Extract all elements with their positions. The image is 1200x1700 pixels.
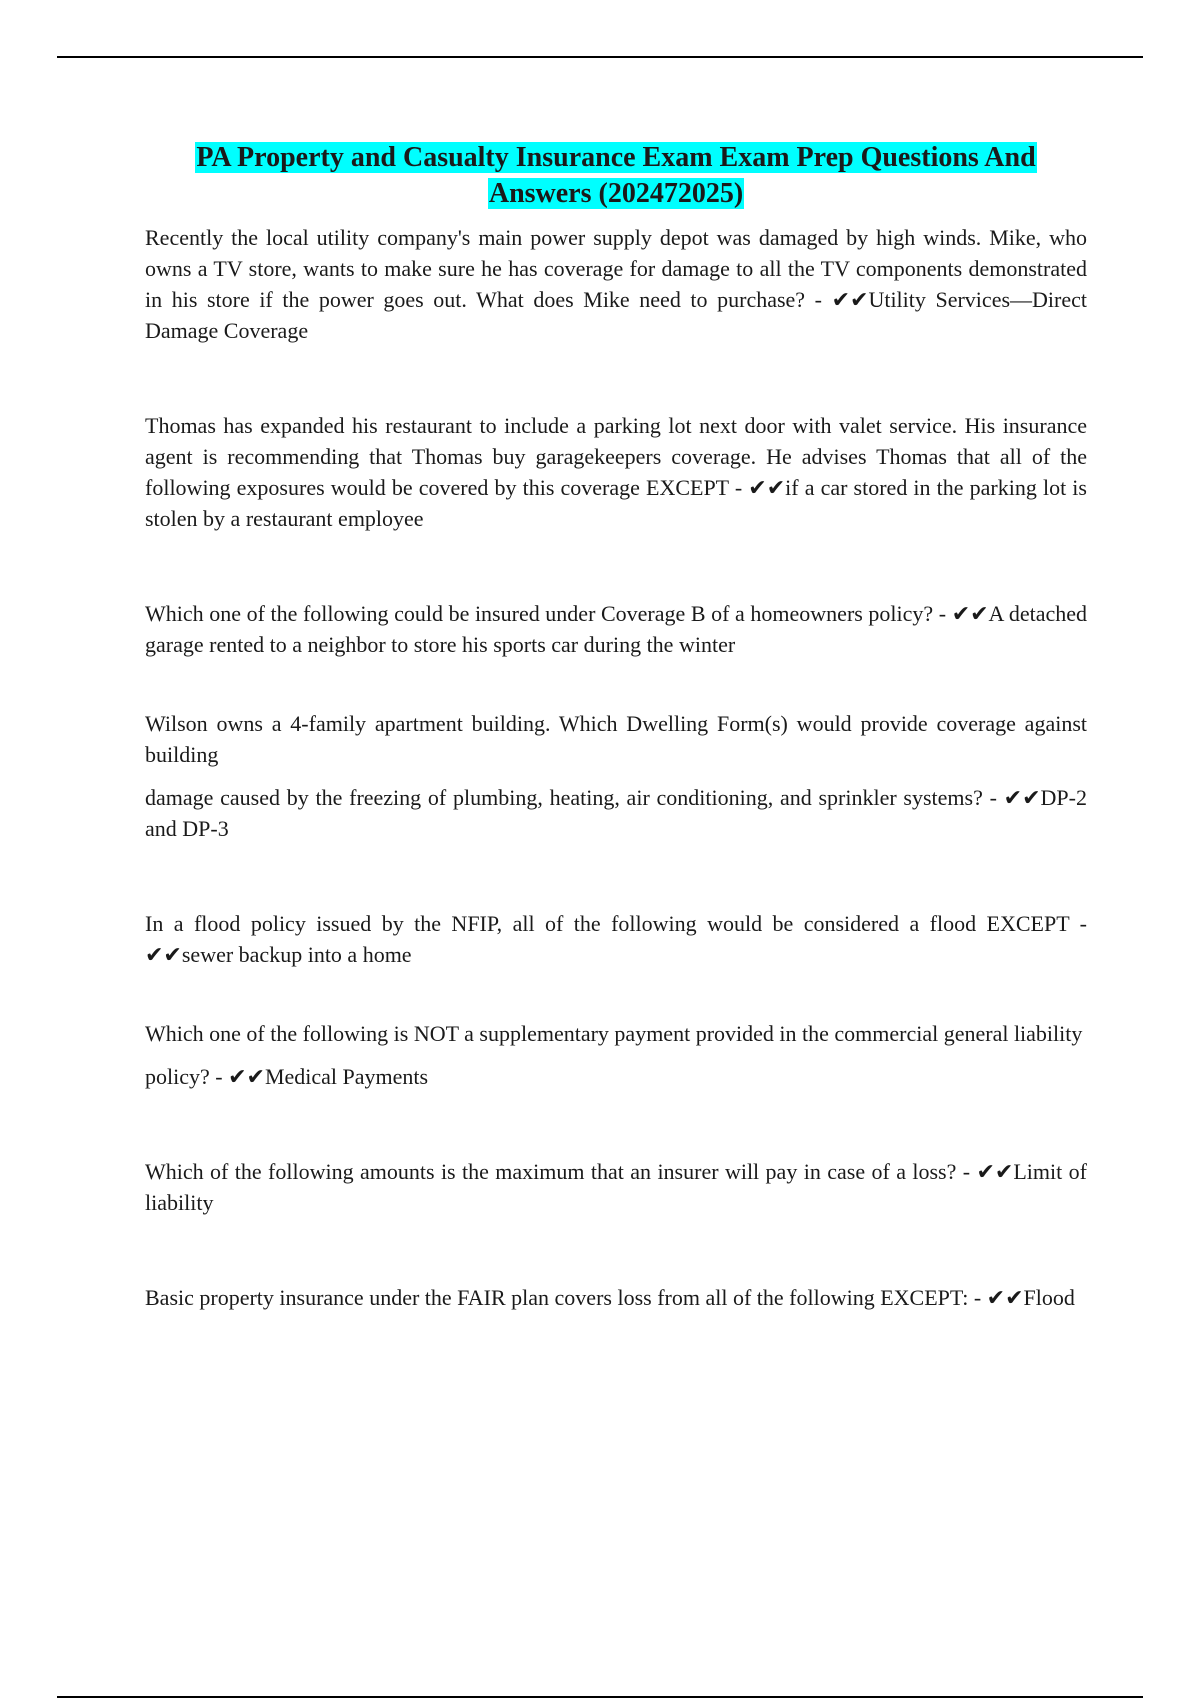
answer-text: ✔✔Medical Payments bbox=[228, 1064, 429, 1089]
answer-text: ✔✔Utility Services—Direct Damage Coverage bbox=[145, 287, 1087, 343]
question-text: Which one of the following could be insured under Coverage B of a homeowners policy? - bbox=[145, 601, 952, 626]
answer-text: ✔✔Flood bbox=[986, 1285, 1075, 1310]
title-line-2: Answers (202472025) bbox=[488, 178, 744, 209]
qa-item-7 bbox=[145, 1156, 1087, 1218]
question-text-part-1: Which one of the following is NOT a supplementary payment provided in the commercial general liability bbox=[145, 1021, 1083, 1046]
document-title bbox=[145, 140, 1087, 212]
question-text-part-1: Wilson owns a 4-family apartment building. Which Dwelling Form(s) would provide coverage against building bbox=[145, 711, 1087, 767]
answer-text: ✔✔A detached garage rented to a neighbor to store his sports car during the winter bbox=[145, 601, 1087, 657]
question-text: Thomas has expanded his restaurant to include a parking lot next door with valet service. His insurance agent is recommending that Thomas buy garagekeepers coverage. He advises Thomas that all of the following exposures would be covered by this coverage EXCEPT - bbox=[145, 413, 1087, 500]
answer-text: ✔✔if a car stored in the parking lot is stolen by a restaurant employee bbox=[145, 475, 1087, 531]
question-text-part-2: damage caused by the freezing of plumbing, heating, air conditioning, and sprinkler systems? - bbox=[145, 785, 1004, 810]
question-text: Recently the local utility company's main power supply depot was damaged by high winds. Mike, who owns a TV store, wants to make sure he has coverage for damage to all the TV components demonstrated in his store if the power goes out. What does Mike need to purchase? - bbox=[145, 225, 1087, 312]
qa-text bbox=[145, 1156, 1087, 1218]
qa-item-6 bbox=[145, 1018, 1087, 1092]
qa-text bbox=[145, 782, 1087, 844]
question-text: Basic property insurance under the FAIR plan covers loss from all of the following EXCEPT: - bbox=[145, 1285, 987, 1310]
question-text-part-2: policy? - bbox=[145, 1064, 229, 1089]
qa-text bbox=[145, 908, 1087, 970]
qa-text bbox=[145, 598, 1087, 660]
qa-item-2 bbox=[145, 410, 1087, 534]
answer-text: ✔✔Limit of liability bbox=[145, 1159, 1087, 1215]
qa-text bbox=[145, 1061, 1087, 1092]
document-page bbox=[145, 140, 1087, 1313]
title-line-1: PA Property and Casualty Insurance Exam Exam Prep Questions And bbox=[196, 142, 1036, 173]
qa-text bbox=[145, 222, 1087, 346]
qa-item-8 bbox=[145, 1282, 1087, 1313]
qa-item-1 bbox=[145, 222, 1087, 346]
answer-text: ✔✔sewer backup into a home bbox=[145, 942, 412, 967]
answer-text: ✔✔DP-2 and DP-3 bbox=[145, 785, 1087, 841]
question-text: In a flood policy issued by the NFIP, all of the following would be considered a flood EXCEPT - bbox=[145, 911, 1087, 936]
top-rule bbox=[57, 56, 1143, 58]
question-text: Which of the following amounts is the maximum that an insurer will pay in case of a loss? - bbox=[145, 1159, 977, 1184]
qa-item-4 bbox=[145, 708, 1087, 844]
bottom-rule bbox=[57, 1696, 1143, 1698]
qa-text bbox=[145, 410, 1087, 534]
qa-item-3 bbox=[145, 598, 1087, 660]
qa-text bbox=[145, 1282, 1087, 1313]
qa-item-5 bbox=[145, 908, 1087, 970]
